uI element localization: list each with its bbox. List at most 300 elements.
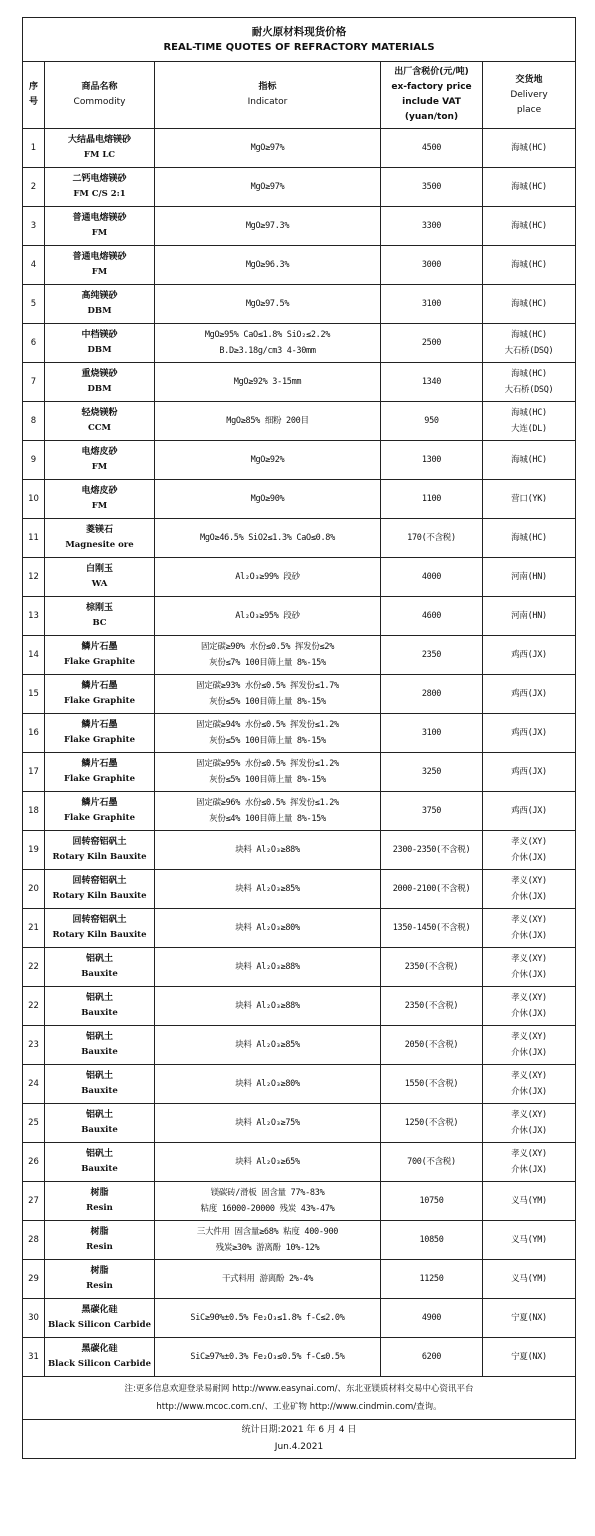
delivery-place: 鸡西(JX)	[511, 689, 547, 699]
delivery-place: 孝义(XY)	[511, 837, 547, 847]
indicator-line: MgO≥95% CaO≤1.8% SiO₂≤2.2%	[204, 330, 331, 340]
cell-price	[381, 1104, 483, 1143]
indicator-line: MgO≥92%	[250, 455, 285, 465]
cell-price	[381, 597, 483, 636]
price-sheet	[22, 17, 575, 1459]
note-cell	[23, 1377, 576, 1420]
delivery-place: 鸡西(JX)	[511, 806, 547, 816]
cell-delivery	[483, 1260, 576, 1299]
cell-commodity	[45, 402, 155, 441]
delivery-place: 海城(HC)	[511, 408, 547, 418]
cell-indicator	[155, 792, 381, 831]
cell-indicator	[155, 285, 381, 324]
indicator-line: 块料 Al₂O₃≥80%	[235, 923, 300, 933]
commodity-name-en: Bauxite	[81, 1047, 118, 1057]
delivery-place: 大连(DL)	[511, 424, 547, 434]
table-row	[23, 441, 576, 480]
cell-delivery	[483, 363, 576, 402]
cell-indicator	[155, 441, 381, 480]
commodity-name-en: Resin	[86, 1242, 113, 1252]
table-row	[23, 1221, 576, 1260]
cell-commodity	[45, 948, 155, 987]
commodity-name-zh: 鳞片石墨	[81, 720, 118, 730]
delivery-place: 介休(JX)	[511, 1126, 547, 1136]
table-row	[23, 1299, 576, 1338]
row-number: 12	[28, 571, 39, 582]
cell-commodity	[45, 753, 155, 792]
price-value: 1250(不含税)	[404, 1117, 459, 1128]
commodity-name-zh: 大结晶电熔镁砂	[67, 135, 131, 145]
commodity-name-zh: 普通电熔镁砂	[72, 213, 127, 223]
cell-delivery	[483, 1338, 576, 1377]
delivery-place: 海城(HC)	[511, 260, 547, 270]
table-row	[23, 1260, 576, 1299]
cell-no	[23, 285, 45, 324]
cell-price	[381, 909, 483, 948]
cell-no	[23, 1221, 45, 1260]
cell-price	[381, 831, 483, 870]
commodity-name-en: FM	[91, 228, 108, 238]
table-row	[23, 519, 576, 558]
cell-indicator	[155, 1143, 381, 1182]
price-value: 6200	[421, 1351, 442, 1362]
cell-indicator	[155, 402, 381, 441]
row-number: 25	[28, 1117, 39, 1128]
cell-no	[23, 987, 45, 1026]
table-row	[23, 1143, 576, 1182]
header-indicator-en: Indicator	[247, 97, 288, 107]
table-row	[23, 1182, 576, 1221]
cell-no	[23, 1338, 45, 1377]
cell-no	[23, 1026, 45, 1065]
table-row	[23, 831, 576, 870]
row-number: 27	[28, 1195, 39, 1206]
header-indicator-zh: 指标	[258, 82, 277, 92]
table-row	[23, 1104, 576, 1143]
delivery-place: 孝义(XY)	[511, 1032, 547, 1042]
indicator-line: MgO≥97.5%	[245, 299, 290, 309]
delivery-place: 介休(JX)	[511, 853, 547, 863]
cell-price	[381, 1182, 483, 1221]
row-number: 9	[30, 454, 37, 465]
indicator-line: 灰份≤7% 100目筛上量 8%-15%	[209, 658, 326, 668]
commodity-name-en: Resin	[86, 1203, 113, 1213]
commodity-name-zh: 黑碳化硅	[81, 1344, 118, 1354]
cell-delivery	[483, 480, 576, 519]
delivery-place: 营口(YK)	[511, 494, 547, 504]
cell-commodity	[45, 1065, 155, 1104]
cell-no	[23, 519, 45, 558]
cell-price	[381, 1143, 483, 1182]
indicator-line: 灰份≤5% 100目筛上量 8%-15%	[209, 697, 326, 707]
commodity-name-zh: 鳞片石墨	[81, 642, 118, 652]
cell-no	[23, 831, 45, 870]
price-value: 2050(不含税)	[404, 1039, 459, 1050]
header-no-line: 序	[28, 82, 38, 92]
cell-indicator	[155, 207, 381, 246]
header-commodity	[45, 62, 155, 129]
commodity-name-zh: 回转窑铝矾土	[72, 837, 127, 847]
row-number: 16	[28, 727, 39, 738]
row-number: 2	[30, 181, 37, 192]
commodity-name-en: BC	[92, 618, 107, 628]
cell-indicator	[155, 870, 381, 909]
price-value: 3300	[421, 220, 442, 231]
cell-commodity	[45, 1104, 155, 1143]
cell-indicator	[155, 987, 381, 1026]
cell-commodity	[45, 675, 155, 714]
delivery-place: 孝义(XY)	[511, 915, 547, 925]
table-row	[23, 285, 576, 324]
indicator-line: MgO≥97.3%	[245, 221, 290, 231]
cell-indicator	[155, 1338, 381, 1377]
delivery-place: 介休(JX)	[511, 1087, 547, 1097]
commodity-name-en: Flake Graphite	[64, 774, 135, 784]
cell-commodity	[45, 1182, 155, 1221]
cell-commodity	[45, 168, 155, 207]
indicator-line: 块料 Al₂O₃≥75%	[235, 1118, 300, 1128]
table-row	[23, 558, 576, 597]
cell-price	[381, 1260, 483, 1299]
commodity-name-en: Bauxite	[81, 1125, 118, 1135]
table-row	[23, 597, 576, 636]
cell-commodity	[45, 1026, 155, 1065]
price-value: 2350	[421, 649, 442, 660]
indicator-line: Al₂O₃≥95% 段砂	[235, 611, 300, 621]
cell-no	[23, 1299, 45, 1338]
cell-delivery	[483, 324, 576, 363]
cell-delivery	[483, 1299, 576, 1338]
table-row	[23, 636, 576, 675]
delivery-place: 孝义(XY)	[511, 1110, 547, 1120]
cell-no	[23, 1104, 45, 1143]
row-number: 24	[28, 1078, 39, 1089]
cell-indicator	[155, 831, 381, 870]
commodity-name-zh: 重烧镁砂	[81, 369, 118, 379]
cell-price	[381, 519, 483, 558]
cell-price	[381, 480, 483, 519]
cell-delivery	[483, 168, 576, 207]
cell-indicator	[155, 1221, 381, 1260]
cell-indicator	[155, 168, 381, 207]
row-number: 8	[30, 415, 37, 426]
note-row	[23, 1377, 576, 1420]
cell-indicator	[155, 636, 381, 675]
price-value: 1550(不含税)	[404, 1078, 459, 1089]
commodity-name-en: FM LC	[83, 150, 116, 160]
table-row	[23, 987, 576, 1026]
indicator-line: MgO≥97%	[250, 143, 285, 153]
delivery-place: 鸡西(JX)	[511, 728, 547, 738]
cell-no	[23, 636, 45, 675]
delivery-place: 介休(JX)	[511, 1048, 547, 1058]
header-delivery-en: Delivery	[510, 89, 548, 100]
indicator-line: MgO≥85% 细粉 200目	[226, 416, 309, 426]
cell-no	[23, 480, 45, 519]
cell-price	[381, 675, 483, 714]
indicator-line: 三大件用 固含量≥68% 粘度 400-900	[196, 1227, 339, 1237]
price-value: 2500	[421, 337, 442, 348]
commodity-name-zh: 轻烧镁粉	[81, 408, 118, 418]
price-value: 4000	[421, 571, 442, 582]
indicator-line: MgO≥92% 3-15mm	[233, 377, 302, 387]
cell-delivery	[483, 714, 576, 753]
cell-indicator	[155, 363, 381, 402]
cell-indicator	[155, 1260, 381, 1299]
commodity-name-en: Flake Graphite	[64, 696, 135, 706]
cell-delivery	[483, 909, 576, 948]
row-number: 29	[28, 1273, 39, 1284]
delivery-place: 鸡西(JX)	[511, 650, 547, 660]
commodity-name-en: Black Silicon Carbide	[47, 1320, 152, 1330]
commodity-name-en: Resin	[86, 1281, 113, 1291]
table-row	[23, 363, 576, 402]
delivery-place: 海城(HC)	[511, 533, 547, 543]
cell-commodity	[45, 285, 155, 324]
delivery-place: 介休(JX)	[511, 931, 547, 941]
row-number: 5	[30, 298, 37, 309]
row-number: 23	[28, 1039, 39, 1050]
price-value: 1300	[421, 454, 442, 465]
table-row	[23, 1026, 576, 1065]
row-number: 15	[28, 688, 39, 699]
price-table	[22, 17, 576, 1459]
cell-price	[381, 246, 483, 285]
cell-indicator	[155, 519, 381, 558]
cell-indicator	[155, 1065, 381, 1104]
row-number: 11	[28, 532, 39, 543]
table-row	[23, 675, 576, 714]
price-value: 3250	[421, 766, 442, 777]
row-number: 17	[28, 766, 39, 777]
commodity-name-en: DBM	[87, 306, 112, 316]
cell-delivery	[483, 1143, 576, 1182]
commodity-name-en: FM C/S 2:1	[73, 189, 126, 199]
cell-delivery	[483, 1182, 576, 1221]
indicator-line: 块料 Al₂O₃≥85%	[235, 884, 300, 894]
header-no	[23, 62, 45, 129]
cell-delivery	[483, 519, 576, 558]
cell-no	[23, 792, 45, 831]
cell-delivery	[483, 636, 576, 675]
delivery-place: 孝义(XY)	[511, 1149, 547, 1159]
cell-indicator	[155, 909, 381, 948]
indicator-line: 灰份≤4% 100目筛上量 8%-15%	[209, 814, 326, 824]
cell-no	[23, 168, 45, 207]
row-number: 21	[28, 922, 39, 933]
price-value: 1340	[421, 376, 442, 387]
cell-price	[381, 168, 483, 207]
cell-no	[23, 402, 45, 441]
table-row	[23, 753, 576, 792]
cell-no	[23, 1143, 45, 1182]
commodity-name-zh: 二钙电熔镁砂	[72, 174, 127, 184]
header-price-line: 出厂含税价(元/吨)	[394, 67, 469, 77]
cell-commodity	[45, 1221, 155, 1260]
cell-commodity	[45, 714, 155, 753]
cell-commodity	[45, 831, 155, 870]
row-number: 22	[28, 1000, 39, 1011]
cell-price	[381, 285, 483, 324]
table-title	[23, 18, 576, 62]
header-row	[23, 62, 576, 129]
row-number: 6	[30, 337, 37, 348]
commodity-name-zh: 树脂	[90, 1227, 109, 1237]
cell-delivery	[483, 831, 576, 870]
commodity-name-en: FM	[91, 267, 108, 277]
commodity-name-en: Bauxite	[81, 969, 118, 979]
cell-price	[381, 1026, 483, 1065]
commodity-name-zh: 电熔皮砂	[81, 447, 118, 457]
price-value: 10750	[419, 1195, 444, 1206]
cell-commodity	[45, 792, 155, 831]
title-en: REAL-TIME QUOTES OF REFRACTORY MATERIALS	[163, 41, 435, 53]
delivery-place: 河南(HN)	[511, 611, 547, 621]
delivery-place: 介休(JX)	[511, 892, 547, 902]
price-value: 1350-1450(不含税)	[392, 922, 471, 933]
indicator-line: SiC≥97%±0.3% Fe₂O₃≤0.5% f-C≤0.5%	[190, 1352, 345, 1362]
indicator-line: 镁碳砖/滑板 固含量 77%-83%	[210, 1188, 325, 1198]
delivery-place: 海城(HC)	[511, 221, 547, 231]
cell-no	[23, 1260, 45, 1299]
table-row	[23, 207, 576, 246]
commodity-name-en: Rotary Kiln Bauxite	[52, 852, 147, 862]
indicator-line: 固定碳≥94% 水份≤0.5% 挥发份≤1.2%	[196, 720, 339, 730]
cell-no	[23, 714, 45, 753]
row-number: 4	[30, 259, 37, 270]
cell-commodity	[45, 207, 155, 246]
commodity-name-zh: 黑碳化硅	[81, 1305, 118, 1315]
cell-no	[23, 597, 45, 636]
header-price-line: include VAT	[402, 97, 461, 107]
cell-commodity	[45, 597, 155, 636]
cell-delivery	[483, 441, 576, 480]
cell-delivery	[483, 597, 576, 636]
table-row	[23, 402, 576, 441]
price-value: 4900	[421, 1312, 442, 1323]
cell-delivery	[483, 753, 576, 792]
cell-no	[23, 948, 45, 987]
cell-commodity	[45, 1143, 155, 1182]
cell-indicator	[155, 324, 381, 363]
cell-commodity	[45, 519, 155, 558]
header-commodity-en: Commodity	[73, 97, 126, 107]
row-number: 20	[28, 883, 39, 894]
table-row	[23, 246, 576, 285]
cell-indicator	[155, 129, 381, 168]
row-number: 31	[28, 1351, 39, 1362]
price-value: 170(不含税)	[407, 532, 456, 543]
delivery-place: 孝义(XY)	[511, 993, 547, 1003]
commodity-name-zh: 铝矾土	[85, 1032, 113, 1042]
commodity-name-zh: 树脂	[90, 1188, 109, 1198]
table-row	[23, 1338, 576, 1377]
header-no-line: 号	[28, 97, 38, 107]
row-number: 18	[28, 805, 39, 816]
indicator-line: 粘度 16000-20000 残炭 43%-47%	[200, 1204, 335, 1214]
cell-commodity	[45, 1299, 155, 1338]
cell-commodity	[45, 441, 155, 480]
header-delivery-zh: 交货地	[515, 74, 543, 85]
delivery-place: 海城(HC)	[511, 369, 547, 379]
row-number: 3	[30, 220, 37, 231]
note-line: http://www.mcoc.com.cn/、工业矿物 http://www.cindmin.com/查询。	[156, 1402, 442, 1412]
commodity-name-en: Black Silicon Carbide	[47, 1359, 152, 1369]
indicator-line: 固定碳≥95% 水份≤0.5% 挥发份≤1.2%	[196, 759, 339, 769]
indicator-line: 块料 Al₂O₃≥85%	[235, 1040, 300, 1050]
commodity-name-zh: 白刚玉	[85, 564, 113, 574]
delivery-place: 介休(JX)	[511, 1165, 547, 1175]
header-commodity-zh: 商品名称	[81, 82, 118, 92]
price-value: 3750	[421, 805, 442, 816]
price-value: 3100	[421, 727, 442, 738]
commodity-name-en: CCM	[88, 423, 111, 433]
commodity-name-zh: 回转窑铝矾土	[72, 876, 127, 886]
cell-indicator	[155, 597, 381, 636]
indicator-line: MgO≥97%	[250, 182, 285, 192]
row-number: 1	[30, 142, 37, 153]
cell-delivery	[483, 558, 576, 597]
price-value: 3500	[421, 181, 442, 192]
cell-price	[381, 870, 483, 909]
cell-indicator	[155, 558, 381, 597]
cell-no	[23, 363, 45, 402]
indicator-line: Al₂O₃≥99% 段砂	[235, 572, 300, 582]
indicator-line: 残炭≥30% 游离酚 10%-12%	[215, 1243, 320, 1253]
cell-delivery	[483, 1026, 576, 1065]
delivery-place: 义马(YM)	[511, 1274, 547, 1284]
cell-delivery	[483, 1104, 576, 1143]
delivery-place: 孝义(XY)	[511, 954, 547, 964]
indicator-line: MgO≥90%	[250, 494, 285, 504]
indicator-line: MgO≥96.3%	[245, 260, 290, 270]
price-value: 2000-2100(不含税)	[392, 883, 471, 894]
cell-price	[381, 714, 483, 753]
table-row	[23, 324, 576, 363]
cell-no	[23, 129, 45, 168]
cell-delivery	[483, 129, 576, 168]
delivery-place: 义马(YM)	[511, 1196, 547, 1206]
cell-commodity	[45, 909, 155, 948]
cell-no	[23, 1065, 45, 1104]
commodity-name-zh: 普通电熔镁砂	[72, 252, 127, 262]
table-row	[23, 1065, 576, 1104]
cell-price	[381, 1299, 483, 1338]
date-zh: 统计日期:2021 年 6 月 4 日	[241, 1425, 357, 1435]
cell-price	[381, 1065, 483, 1104]
commodity-name-zh: 铝矾土	[85, 1149, 113, 1159]
cell-price	[381, 129, 483, 168]
cell-no	[23, 675, 45, 714]
cell-price	[381, 402, 483, 441]
cell-no	[23, 324, 45, 363]
cell-price	[381, 753, 483, 792]
commodity-name-en: Bauxite	[81, 1008, 118, 1018]
cell-delivery	[483, 948, 576, 987]
commodity-name-zh: 菱镁石	[85, 525, 113, 535]
delivery-place: 海城(HC)	[511, 330, 547, 340]
table-row	[23, 909, 576, 948]
note-line: 注:更多信息欢迎登录易耐网 http://www.easynai.com/、东北亚镁质材料交易中心资讯平台	[124, 1384, 474, 1394]
cell-price	[381, 363, 483, 402]
cell-no	[23, 207, 45, 246]
commodity-name-zh: 鳞片石墨	[81, 759, 118, 769]
price-value: 4600	[421, 610, 442, 621]
date-en: Jun.4.2021	[274, 1442, 324, 1452]
cell-delivery	[483, 207, 576, 246]
indicator-line: 固定碳≥96% 水份≤0.5% 挥发份≤1.2%	[196, 798, 339, 808]
delivery-place: 大石桥(DSQ)	[504, 385, 554, 395]
